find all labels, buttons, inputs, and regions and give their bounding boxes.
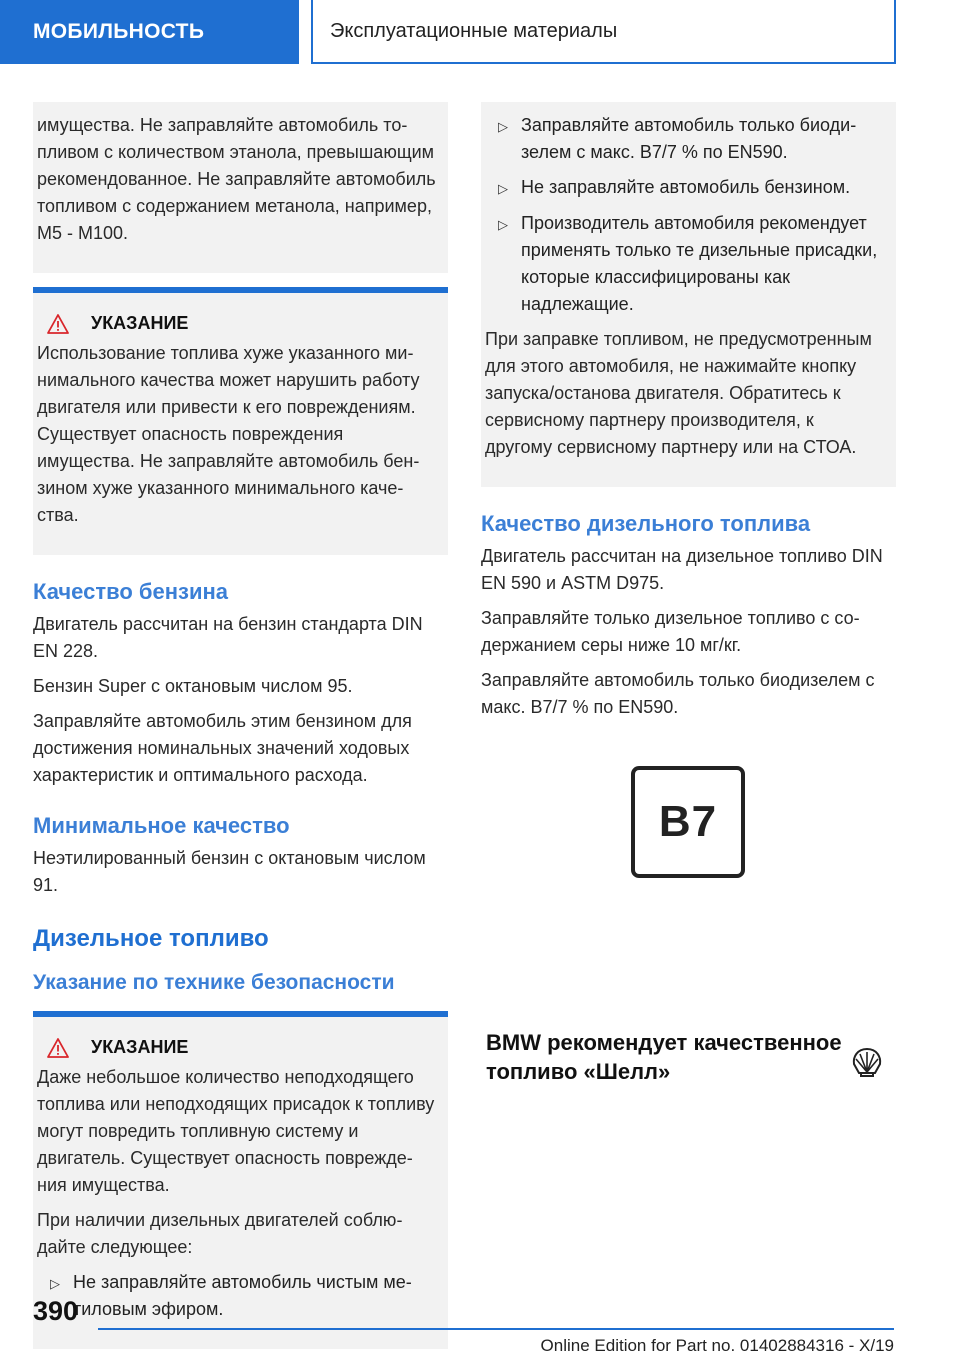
footer-edition[interactable]: Online Edition for Part no. 01402884316 - X/19 (540, 1336, 894, 1355)
warning-text: Использование топлива хуже указанного минимального качества может нарушить работу двигателя или привести к его повреждениям. Существует опасность повреждения имущества. Не заправляйте автомобиль бензином хуже указанного минимального качества. (37, 343, 420, 525)
safety-note-heading: Указание по технике безопасности (33, 971, 395, 994)
list-item-text: Производитель автомобиля рекомендует применять только те дизельные присадки, которые классифицированы как надлежащие. (521, 213, 878, 314)
list-item-text: Не заправляйте автомобиль чистым метиловым эфиром. (73, 1272, 412, 1319)
warning-title: УКАЗАНИЕ (91, 1037, 189, 1057)
petrol-paragraph-2: Бензин Super с октановым числом 95. (33, 676, 353, 696)
list-item (485, 174, 884, 202)
triangle-bullet-icon: ▷ (498, 217, 508, 232)
warning-text-2: При наличии дизельных двигателей соблюдайте следующее: (37, 1210, 403, 1257)
warning-title: УКАЗАНИЕ (91, 313, 189, 333)
list-item-text: Не заправляйте автомобиль бензином. (521, 177, 851, 197)
list-item (485, 112, 884, 166)
warning-box-2 (33, 1011, 448, 1349)
footer-divider (98, 1328, 894, 1330)
warning-text: Даже небольшое количество неподходящего топлива или неподходящих присадок к топливу могут повредить топливную систему и двигатель. Существует опасность повреждения имущества. (37, 1067, 435, 1195)
list-item (37, 1269, 436, 1323)
diesel-quality-heading: Качество дизельного топлива (481, 511, 811, 536)
warning-triangle-icon (47, 1038, 69, 1058)
shell-recommendation: BMW рекомендует качественное топливо «Шелл» (486, 1030, 842, 1084)
minimum-quality-heading: Минимальное качество (33, 813, 290, 838)
diesel-fuel-heading: Дизельное топливо (33, 925, 269, 952)
petrol-quality-heading: Качество бензина (33, 579, 228, 604)
diesel-quality-paragraph-1: Двигатель рассчитан на дизельное топливо DIN EN 590 и ASTM D975. (481, 546, 883, 593)
section-title: Эксплуатационные материалы (311, 0, 896, 64)
triangle-bullet-icon: ▷ (498, 119, 508, 134)
warning-heading (47, 313, 436, 334)
warning-triangle-icon (47, 314, 69, 334)
petrol-paragraph-3: Заправляйте автомобиль этим бензином для достижения номинальных значений ходовых характеристик и оптимального расхода. (33, 711, 412, 785)
minimum-quality-paragraph: Неэтилированный бензин с октановым числом 91. (33, 848, 426, 895)
diesel-quality-paragraph-3: Заправляйте автомобиль только биодизелем с макс. B7/7 % по EN590. (481, 670, 875, 717)
warning-box-1 (33, 287, 448, 555)
chapter-tab[interactable]: МОБИЛЬНОСТЬ (0, 0, 299, 64)
b7-sign-label: B7 (658, 797, 718, 846)
continued-warning-text: имущества. Не заправляйте автомобиль топливом с количеством этанола, превышающим рекомендованное. Не заправляйте автомобиль топливом с содержанием метанола, например, M5 - M100. (37, 115, 436, 243)
continued-warning-box-right (481, 102, 896, 487)
petrol-paragraph-1: Двигатель рассчитан на бензин стандарта DIN EN 228. (33, 614, 423, 661)
triangle-bullet-icon: ▷ (50, 1276, 60, 1291)
list-item-text: Заправляйте автомобиль только биодизелем с макс. B7/7 % по EN590. (521, 115, 857, 162)
page-number: 390 (33, 1296, 79, 1326)
diesel-quality-paragraph-2: Заправляйте только дизельное топливо с содержанием серы ниже 10 мг/кг. (481, 608, 860, 655)
triangle-bullet-icon: ▷ (498, 181, 508, 196)
left-column (33, 102, 448, 1349)
list-item (485, 210, 884, 318)
b7-fuel-sign (631, 766, 745, 878)
warning-heading (47, 1037, 436, 1058)
right-column (481, 102, 896, 729)
shell-logo-icon (851, 1047, 883, 1077)
warning-text: При заправке топливом, не предусмотренным для этого автомобиля, не нажимайте кнопку запуска/останова двигателя. Обратитесь к сервисному партнеру производителя, к другому сервисному партнеру или на СТОА. (485, 329, 872, 457)
continued-warning-box (33, 102, 448, 273)
